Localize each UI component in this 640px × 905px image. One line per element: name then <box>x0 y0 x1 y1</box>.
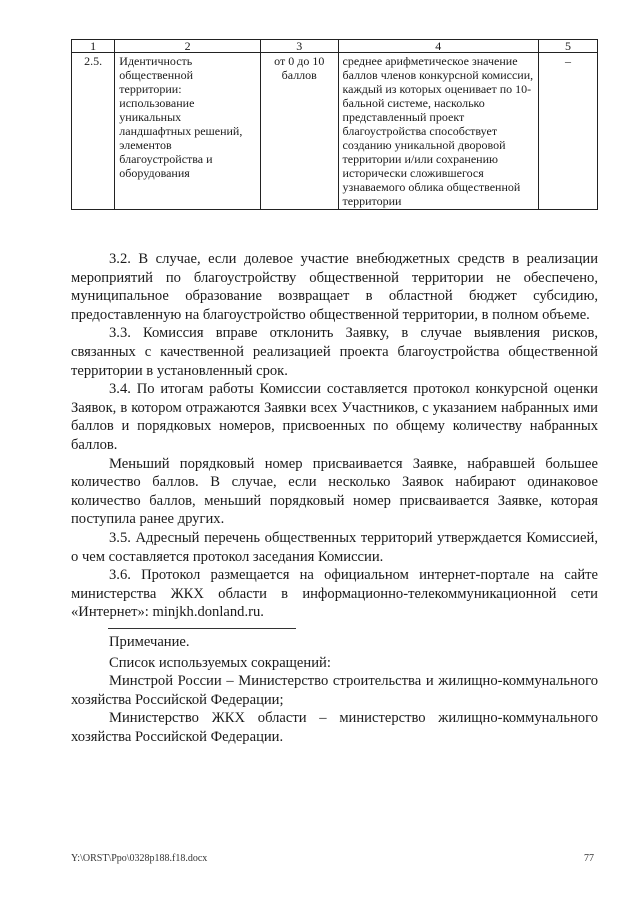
method-cell: среднее арифметическое значение баллов членов конкурсной комиссии, каждый из которых оценивает по 10-бальной системе, насколько представленный проект благоустройства способствует созданию уникальной дворовой территории и/или сохранению исторически сложившегося узнаваемого облика общественной территории <box>338 53 538 210</box>
paragraph-3-3: 3.3. Комиссия вправе отклонить Заявку, в случае выявления рисков, связанных с качественной реализацией проекта благоустройства общественной территории в установленный срок. <box>71 325 598 379</box>
paragraph-3-2: 3.2. В случае, если долевое участие внебюджетных средств в реализации мероприятий по благоустройству общественной территории не обеспечено, муниципальное образование возвращает в областной бюджет субсидию, предоставленную на благоустройство общественной территории, в полном объеме. <box>71 251 598 323</box>
table-header-cell: 5 <box>538 40 597 53</box>
body-text <box>71 250 598 622</box>
table-header-row <box>72 40 598 53</box>
row-number-cell: 2.5. <box>72 53 115 210</box>
criterion-cell: Идентичность общественной территории: использование уникальных ландшафтных решений, элементов благоустройства и оборудования <box>115 53 261 210</box>
paragraph-3-5: 3.5. Адресный перечень общественных территорий утверждается Комиссией, о чем составляется протокол заседания Комиссии. <box>71 529 598 565</box>
table-row <box>72 53 598 210</box>
table-header-cell: 1 <box>72 40 115 53</box>
page-number: 77 <box>584 853 594 864</box>
paragraph-3-4: 3.4. По итогам работы Комиссии составляется протокол конкурсной оценки Заявок, в котором отражаются Заявки всех Участников, с указанием набранных ими баллов и порядковых номеров, присвоенных по общему количеству набранных баллов. <box>71 381 598 453</box>
criteria-table <box>71 39 598 210</box>
abbreviations-title: Список используемых сокращений: <box>109 654 331 671</box>
notes-title: Примечание. <box>109 634 190 650</box>
table-header-cell: 4 <box>338 40 538 53</box>
table-header-cell: 3 <box>260 40 338 53</box>
abbreviation-item: Минстрой России – Министерство строительства и жилищно-коммунального хозяйства Российской Федерации; <box>71 673 598 708</box>
table-header-cell: 2 <box>115 40 261 53</box>
footnote-divider <box>108 628 296 629</box>
abbreviation-item: Министерство ЖКХ области – министерство жилищно-коммунального хозяйства Российской Федерации. <box>71 710 598 745</box>
notes-section <box>71 633 598 747</box>
score-range-cell: от 0 до 10 баллов <box>260 53 338 210</box>
paragraph-3-6: 3.6. Протокол размещается на официальном интернет-портале на сайте министерства ЖКХ области в информационно-телекоммуникационной сети «Интернет»: minjkh.donland.ru. <box>71 567 598 621</box>
paragraph-ordering: Меньший порядковый номер присваивается Заявке, набравшей большее количество баллов. В случае, если несколько Заявок набирают одинаковое количество баллов, меньший порядковый номер присваивается Заявке, которая поступила ранее других. <box>71 455 598 528</box>
footer-file-path: Y:\ORST\Ppo\0328p188.f18.docx <box>71 853 208 864</box>
note-cell: – <box>538 53 597 210</box>
